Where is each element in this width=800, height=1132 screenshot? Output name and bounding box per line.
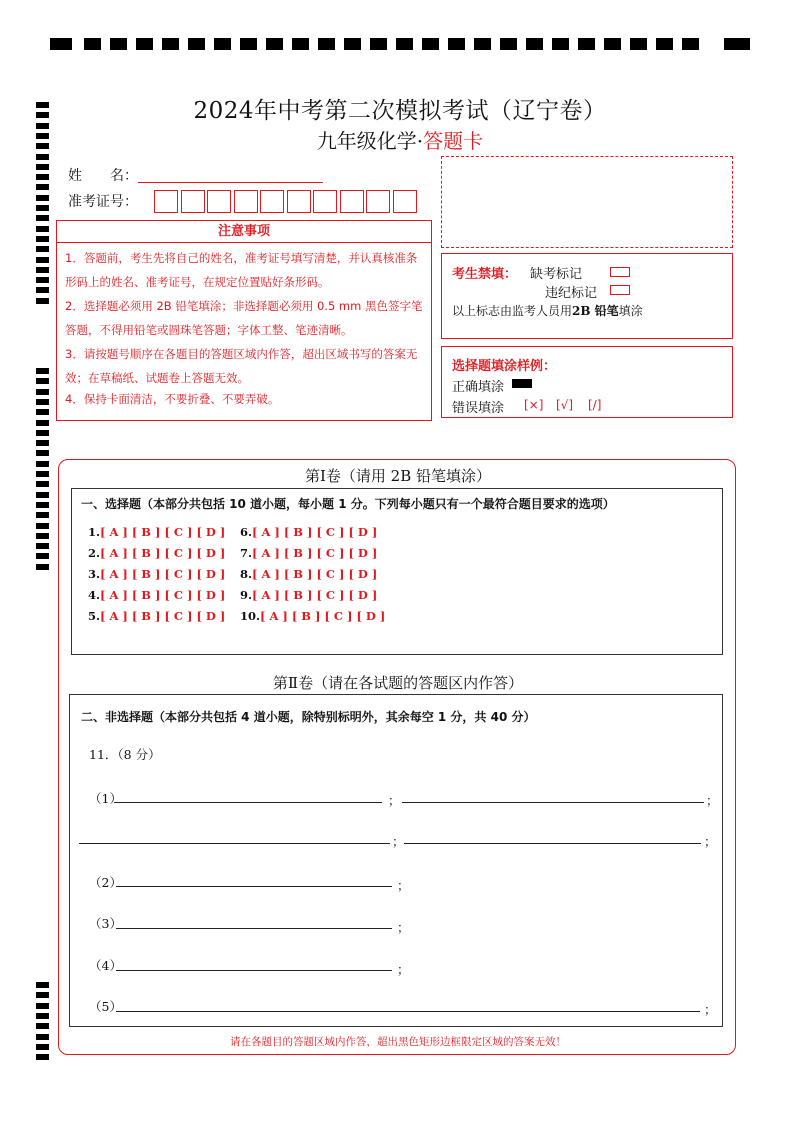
side-timing-mark bbox=[36, 226, 49, 232]
correct-fill-example bbox=[512, 379, 532, 388]
side-timing-mark bbox=[36, 533, 49, 539]
side-timing-mark bbox=[36, 471, 49, 477]
notice-item-2: 2．选择题必须用 2B 铅笔填涂；非选择题必须用 0.5 mm 黑色签字笔答题，不得用铅笔或圆珠笔答题；字体工整、笔迹清晰。 bbox=[65, 299, 423, 337]
timing-mark bbox=[526, 38, 543, 50]
id-label: 准考证号： bbox=[68, 194, 138, 210]
semicolon: ； bbox=[388, 793, 401, 808]
timing-mark bbox=[162, 38, 179, 50]
side-timing-mark bbox=[36, 205, 49, 211]
forbid-note-suffix: 填涂 bbox=[618, 304, 643, 318]
choice-heading: 一、选择题（本部分共包括 10 道小题，每小题 1 分。下列每小题只有一个最符合题目要求的选项） bbox=[81, 497, 615, 511]
side-timing-mark bbox=[36, 236, 49, 242]
choice-row[interactable] bbox=[88, 525, 225, 539]
side-timing-mark bbox=[36, 523, 49, 529]
question-number: 8. bbox=[240, 567, 253, 581]
semicolon: ； bbox=[397, 878, 410, 893]
side-timing-mark bbox=[36, 215, 49, 221]
side-timing-mark bbox=[36, 195, 49, 201]
answer-line-4[interactable] bbox=[116, 970, 392, 971]
non-choice-heading: 二、非选择题（本部分共包括 4 道小题，除特别标明外，其余每空 1 分，共 40 分） bbox=[81, 710, 536, 724]
forbid-note-bold: 2B 铅笔 bbox=[572, 304, 619, 318]
timing-mark bbox=[724, 38, 750, 50]
answer-line-2[interactable] bbox=[116, 886, 392, 887]
timing-mark bbox=[578, 38, 595, 50]
exam-title: 2024年中考第二次模拟考试（辽宁卷） bbox=[193, 98, 607, 124]
timing-mark bbox=[396, 38, 413, 50]
name-label: 姓 名： bbox=[68, 168, 138, 184]
sub-5-label: （5） bbox=[89, 999, 122, 1014]
timing-mark bbox=[604, 38, 621, 50]
sub-2-label: （2） bbox=[89, 875, 122, 890]
side-timing-mark bbox=[36, 277, 49, 283]
violation-mark-box[interactable] bbox=[610, 285, 630, 295]
timing-mark bbox=[266, 38, 283, 50]
id-digit-box[interactable] bbox=[234, 190, 258, 213]
answer-line-1d[interactable] bbox=[404, 843, 701, 844]
side-timing-mark bbox=[36, 378, 49, 384]
choice-options[interactable]: [ A ] [ B ] [ C ] [ D ] bbox=[100, 546, 226, 560]
timing-mark bbox=[448, 38, 465, 50]
side-timing-mark bbox=[36, 287, 49, 293]
notice-item-3: 3．请按题号顺序在各题目的答题区域内作答，超出区域书写的答案无效；在草稿纸、试题卷上答题无效。 bbox=[65, 347, 418, 385]
side-timing-mark bbox=[36, 492, 49, 498]
side-timing-mark bbox=[36, 982, 49, 988]
choice-row[interactable] bbox=[240, 525, 377, 539]
timing-mark bbox=[370, 38, 387, 50]
notice-item-4: 4．保持卡面清洁，不要折叠、不要弄破。 bbox=[65, 392, 280, 406]
side-timing-mark bbox=[36, 298, 49, 304]
side-timing-mark bbox=[36, 1023, 49, 1029]
choice-options[interactable]: [ A ] [ B ] [ C ] [ D ] bbox=[100, 588, 226, 602]
side-timing-mark bbox=[36, 992, 49, 998]
semicolon: ； bbox=[704, 834, 717, 849]
choice-row[interactable] bbox=[88, 567, 225, 581]
question-11-label: 11．（8 分） bbox=[89, 747, 161, 762]
timing-mark bbox=[292, 38, 309, 50]
side-timing-mark bbox=[36, 564, 49, 570]
side-timing-mark bbox=[36, 184, 49, 190]
answer-line-5[interactable] bbox=[116, 1011, 700, 1012]
question-number: 6. bbox=[240, 525, 253, 539]
wrong-mark-x: [×] bbox=[524, 398, 544, 412]
forbid-box bbox=[441, 253, 733, 339]
timing-mark bbox=[474, 38, 491, 50]
question-number: 5. bbox=[88, 609, 101, 623]
forbid-note-prefix: 以上标志由监考人员用 bbox=[452, 304, 573, 318]
side-timing-mark bbox=[36, 1034, 49, 1040]
id-digit-box[interactable] bbox=[340, 190, 364, 213]
question-number: 7. bbox=[240, 546, 253, 560]
notice-box bbox=[56, 220, 432, 421]
violation-mark-label: 违纪标记 bbox=[545, 286, 598, 301]
absent-mark-box[interactable] bbox=[610, 267, 630, 277]
side-timing-mark bbox=[36, 553, 49, 559]
side-timing-mark bbox=[36, 461, 49, 467]
question-number: 10. bbox=[240, 609, 261, 623]
sub-3-label: （3） bbox=[89, 916, 122, 931]
sub-1-label: （1） bbox=[89, 791, 122, 806]
question-number: 3. bbox=[88, 567, 101, 581]
wrong-mark-slash: [/] bbox=[588, 398, 602, 412]
side-timing-mark bbox=[36, 246, 49, 252]
choice-options[interactable]: [ A ] [ B ] [ C ] [ D ] bbox=[100, 525, 226, 539]
side-timing-mark bbox=[36, 420, 49, 426]
timing-mark bbox=[318, 38, 335, 50]
choice-options[interactable]: [ A ] [ B ] [ C ] [ D ] bbox=[252, 567, 378, 581]
side-timing-mark bbox=[36, 1054, 49, 1060]
choice-options[interactable]: [ A ] [ B ] [ C ] [ D ] bbox=[252, 546, 378, 560]
side-timing-mark bbox=[36, 1013, 49, 1019]
choice-section bbox=[71, 488, 723, 655]
side-timing-mark bbox=[36, 1003, 49, 1009]
semicolon: ； bbox=[397, 920, 410, 935]
side-timing-mark bbox=[36, 440, 49, 446]
forbid-note bbox=[452, 302, 643, 319]
id-digit-box[interactable] bbox=[313, 190, 337, 213]
timing-mark bbox=[682, 38, 699, 50]
wrong-fill-label: 错误填涂 bbox=[452, 401, 505, 416]
timing-mark bbox=[110, 38, 127, 50]
notice-item-1: 1．答题前，考生先将自己的姓名，准考证号填写清楚，并认真核准条形码上的姓名、准考证号，在规定位置贴好条形码。 bbox=[65, 251, 418, 289]
timing-mark bbox=[188, 38, 205, 50]
answer-line-1a[interactable] bbox=[114, 802, 382, 803]
semicolon: ； bbox=[397, 962, 410, 977]
timing-mark bbox=[84, 38, 101, 50]
semicolon: ； bbox=[392, 834, 405, 849]
side-timing-mark bbox=[36, 174, 49, 180]
side-timing-mark bbox=[36, 430, 49, 436]
subtitle-card: 答题卡 bbox=[423, 129, 484, 153]
choice-options[interactable]: [ A ] [ B ] [ C ] [ D ] bbox=[100, 609, 226, 623]
subtitle-subject: 九年级化学· bbox=[316, 129, 424, 153]
wrong-mark-check: [√] bbox=[556, 398, 574, 412]
id-digit-box[interactable] bbox=[260, 190, 284, 213]
top-timing-marks bbox=[50, 38, 750, 52]
answer-line-1c[interactable] bbox=[79, 843, 390, 844]
choice-row[interactable] bbox=[88, 588, 225, 602]
answer-region bbox=[58, 459, 736, 1055]
timing-mark bbox=[422, 38, 439, 50]
side-timing-mark bbox=[36, 481, 49, 487]
semicolon: ； bbox=[706, 793, 719, 808]
answer-line-3[interactable] bbox=[116, 928, 392, 929]
question-number: 9. bbox=[240, 588, 253, 602]
correct-fill-label: 正确填涂 bbox=[452, 380, 505, 395]
part2-title: 第Ⅱ卷（请在各试题的答题区内作答） bbox=[272, 674, 524, 692]
choice-options[interactable]: [ A ] [ B ] [ C ] [ D ] bbox=[260, 609, 386, 623]
side-timing-mark bbox=[36, 512, 49, 518]
choice-options[interactable]: [ A ] [ B ] [ C ] [ D ] bbox=[100, 567, 226, 581]
id-digit-box[interactable] bbox=[393, 190, 417, 213]
timing-mark bbox=[50, 38, 72, 50]
non-choice-section bbox=[69, 694, 723, 1027]
side-timing-mark bbox=[36, 399, 49, 405]
sample-title: 选择题填涂样例： bbox=[452, 359, 557, 374]
sub-4-label: （4） bbox=[89, 958, 122, 973]
question-number: 2. bbox=[88, 546, 101, 560]
side-timing-mark bbox=[36, 368, 49, 374]
choice-row[interactable] bbox=[88, 546, 225, 560]
timing-mark bbox=[630, 38, 647, 50]
timing-mark bbox=[500, 38, 517, 50]
question-number: 4. bbox=[88, 588, 101, 602]
absent-mark-label: 缺考标记 bbox=[530, 267, 583, 282]
sample-box bbox=[441, 346, 733, 418]
side-timing-mark bbox=[36, 257, 49, 263]
side-timing-mark bbox=[36, 389, 49, 395]
notice-heading: 注意事项 bbox=[57, 221, 431, 243]
exam-subtitle bbox=[0, 125, 800, 154]
part1-title: 第Ⅰ卷（请用 2B 铅笔填涂） bbox=[304, 467, 492, 485]
barcode-area bbox=[441, 156, 733, 248]
side-timing-mark bbox=[36, 154, 49, 160]
choice-row[interactable] bbox=[240, 588, 377, 602]
choice-row[interactable] bbox=[240, 609, 385, 623]
side-timing-mark bbox=[36, 1044, 49, 1050]
timing-mark bbox=[552, 38, 569, 50]
side-timing-mark bbox=[36, 409, 49, 415]
forbid-label: 考生禁填： bbox=[452, 267, 518, 282]
choice-row[interactable] bbox=[240, 567, 377, 581]
timing-mark bbox=[136, 38, 153, 50]
side-timing-mark bbox=[36, 450, 49, 456]
timing-mark bbox=[344, 38, 361, 50]
question-number: 1. bbox=[88, 525, 101, 539]
choice-options[interactable]: [ A ] [ B ] [ C ] [ D ] bbox=[252, 525, 378, 539]
name-input-line[interactable] bbox=[138, 182, 323, 183]
id-digit-box[interactable] bbox=[181, 190, 205, 213]
semicolon: ； bbox=[704, 1002, 717, 1017]
choice-row[interactable] bbox=[88, 609, 225, 623]
id-digit-box[interactable] bbox=[366, 190, 390, 213]
footer-warning: 请在各题目的答题区域内作答，超出黑色矩形边框限定区域的答案无效！ bbox=[230, 1036, 566, 1048]
side-timing-mark bbox=[36, 267, 49, 273]
id-digit-box[interactable] bbox=[154, 190, 178, 213]
answer-line-1b[interactable] bbox=[402, 802, 704, 803]
timing-mark bbox=[656, 38, 673, 50]
side-timing-mark bbox=[36, 502, 49, 508]
id-digit-box[interactable] bbox=[207, 190, 231, 213]
choice-row[interactable] bbox=[240, 546, 377, 560]
timing-mark bbox=[214, 38, 231, 50]
timing-mark bbox=[240, 38, 257, 50]
id-digit-box[interactable] bbox=[287, 190, 311, 213]
side-timing-mark bbox=[36, 543, 49, 549]
choice-options[interactable]: [ A ] [ B ] [ C ] [ D ] bbox=[252, 588, 378, 602]
side-timing-mark bbox=[36, 164, 49, 170]
